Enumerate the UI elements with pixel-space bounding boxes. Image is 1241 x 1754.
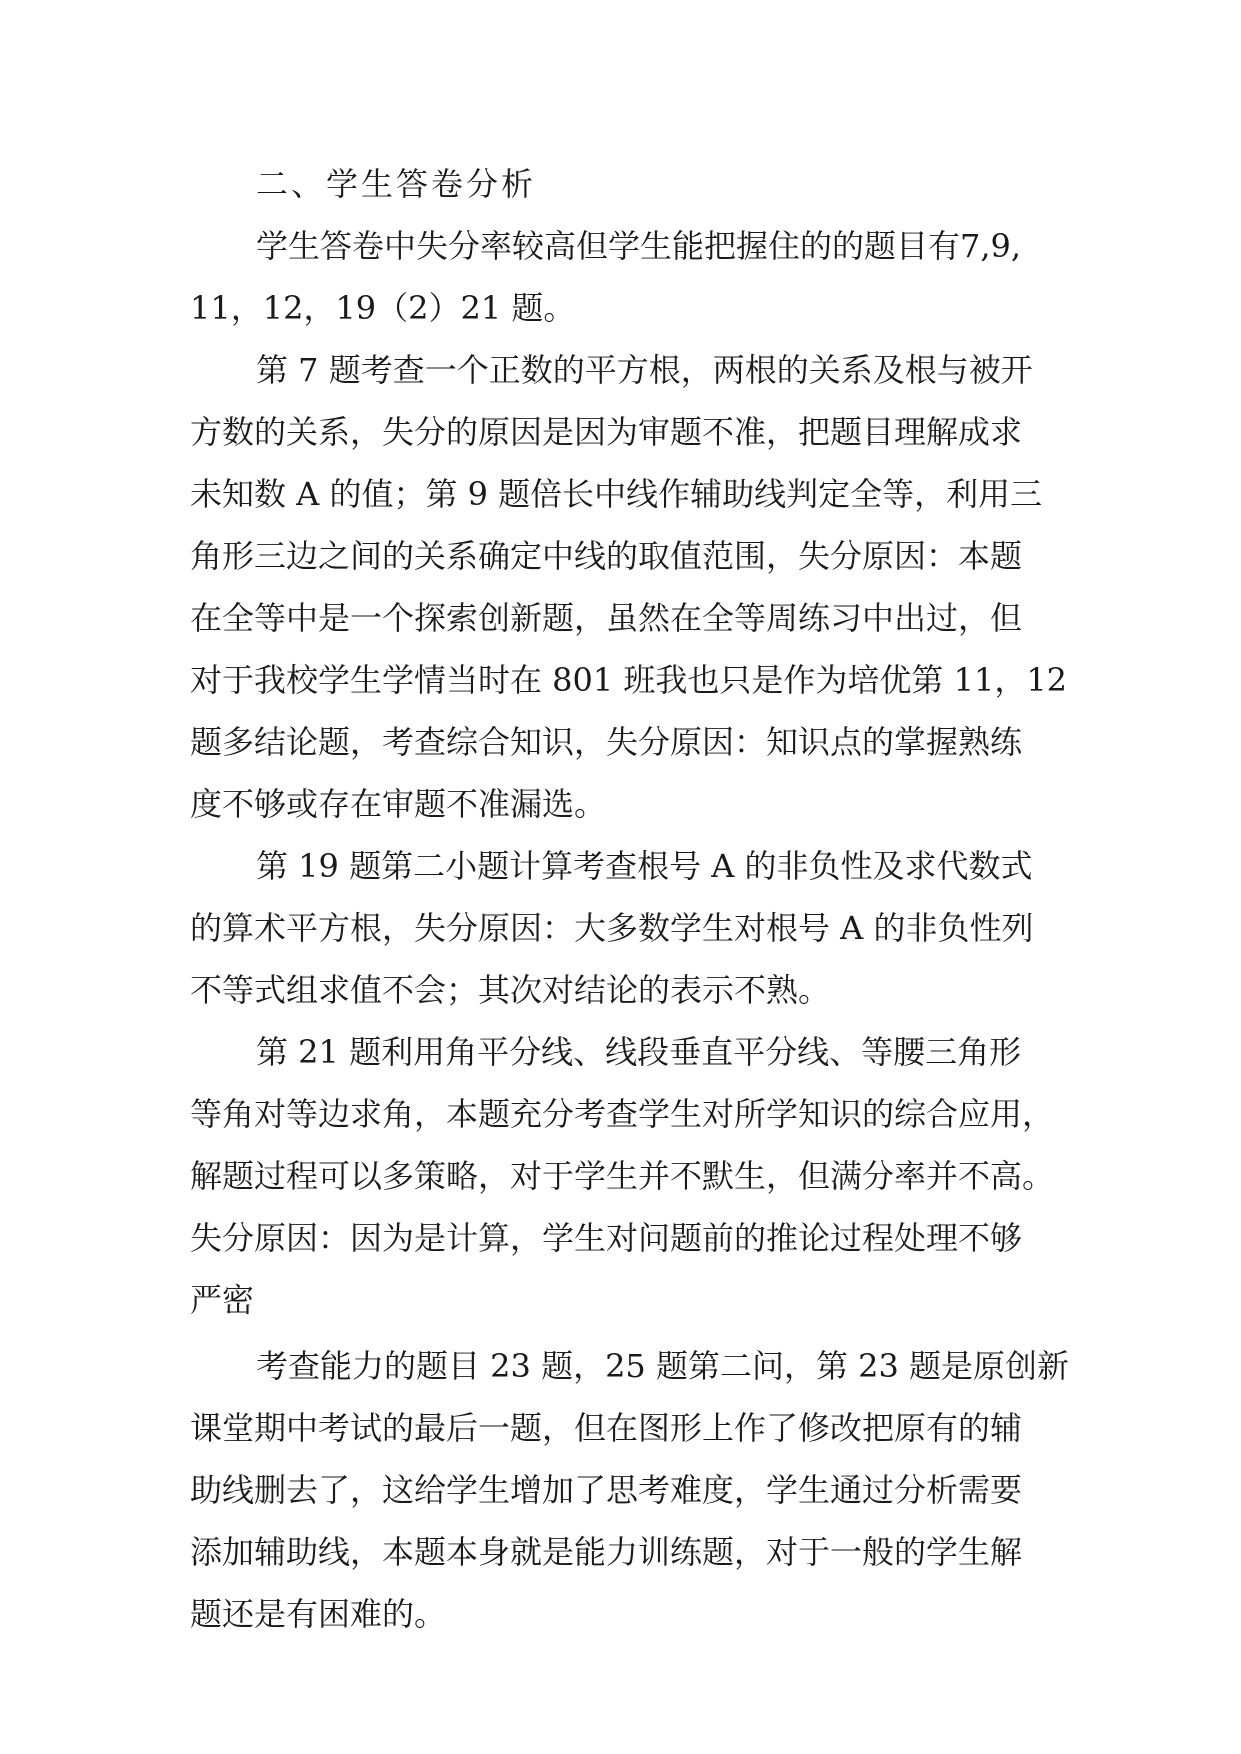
paragraph-line: 课堂期中考试的最后一题，但在图形上作了修改把原有的辅 <box>190 1409 1023 1447</box>
paragraph-line: 助线删去了，这给学生增加了思考难度，学生通过分析需要 <box>190 1471 1023 1509</box>
paragraph-line: 第 21 题利用角平分线、线段垂直平分线、等腰三角形 <box>256 1033 1022 1071</box>
paragraph-line: 未知数 A 的值；第 9 题倍长中线作辅助线判定全等，利用三 <box>190 475 1043 513</box>
paragraph-line: 不等式组求值不会；其次对结论的表示不熟。 <box>190 971 831 1009</box>
section-heading: 二、学生答卷分析 <box>256 165 537 203</box>
paragraph-line: 对于我校学生学情当时在 801 班我也只是作为培优第 11，12 <box>190 661 1068 699</box>
paragraph-line: 在全等中是一个探索创新题，虽然在全等周练习中出过，但 <box>190 599 1023 637</box>
paragraph-line: 11，12，19（2）21 题。 <box>190 289 576 327</box>
paragraph-line: 题还是有困难的。 <box>190 1595 447 1633</box>
paragraph-line: 的算术平方根，失分原因：大多数学生对根号 A 的非负性列 <box>190 909 1034 947</box>
paragraph-line: 失分原因：因为是计算，学生对问题前的推论过程处理不够 <box>190 1219 1023 1257</box>
paragraph-line: 角形三边之间的关系确定中线的取值范围，失分原因：本题 <box>190 537 1023 575</box>
paragraph-line: 解题过程可以多策略，对于学生并不默生，但满分率并不高。 <box>190 1157 1055 1195</box>
paragraph-line: 第 7 题考查一个正数的平方根，两根的关系及根与被开 <box>256 351 1033 389</box>
paragraph-line: 考查能力的题目 23 题，25 题第二问，第 23 题是原创新 <box>256 1347 1070 1385</box>
paragraph-line: 题多结论题，考查综合知识，失分原因：知识点的掌握熟练 <box>190 723 1023 761</box>
paragraph-line: 第 19 题第二小题计算考查根号 A 的非负性及求代数式 <box>256 847 1033 885</box>
paragraph-line: 度不够或存在审题不准漏选。 <box>190 785 607 823</box>
paragraph-line: 添加辅助线，本题本身就是能力训练题，对于一般的学生解 <box>190 1533 1023 1571</box>
paragraph-line: 等角对等边求角，本题充分考查学生对所学知识的综合应用， <box>190 1095 1055 1133</box>
paragraph-line: 严密 <box>190 1281 255 1319</box>
paragraph-line: 方数的关系，失分的原因是因为审题不准，把题目理解成求 <box>190 413 1023 451</box>
paragraph-line: 学生答卷中失分率较高但学生能把握住的的题目有7,9, <box>256 227 1022 265</box>
